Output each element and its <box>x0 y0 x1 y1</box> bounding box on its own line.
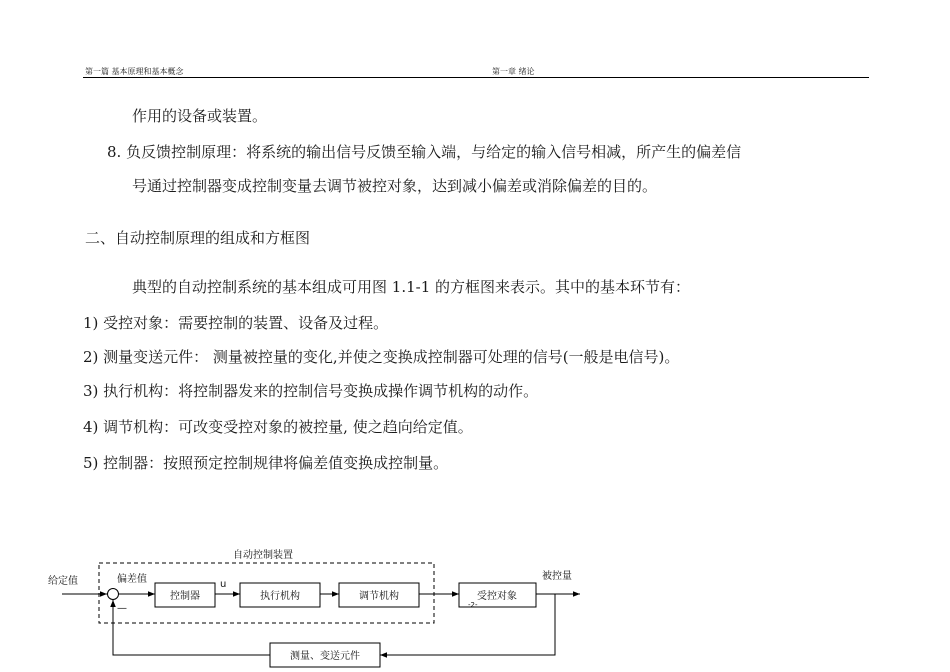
list-item-3: 3) 执行机构：将控制器发来的控制信号变换成操作调节机构的动作。 <box>83 382 539 400</box>
paragraph-continuation: 作用的设备或装置。 <box>132 107 268 125</box>
group-label: 自动控制装置 <box>233 550 293 561</box>
minus-sign: — <box>117 603 127 614</box>
list-item-5: 5) 控制器：按照预定控制规律将偏差值变换成控制量。 <box>83 454 449 472</box>
item-8-line-1: 8. 负反馈控制原理：将系统的输出信号反馈至输入端，与给定的输入信号相减，所产生的偏差信 <box>107 143 742 161</box>
feedback-path-to-junction <box>113 600 270 655</box>
input-label: 给定值 <box>48 576 78 587</box>
page-number: -2- <box>468 601 478 609</box>
controller-label: 控制器 <box>170 591 200 602</box>
error-label: 偏差值 <box>117 574 147 585</box>
plant-label: 受控对象 <box>477 591 517 602</box>
intro-paragraph: 典型的自动控制系统的基本组成可用图 1.1-1 的方框图来表示。其中的基本环节有： <box>132 278 691 296</box>
list-item-4: 4) 调节机构：可改变受控对象的被控量, 使之趋向给定值。 <box>83 418 473 436</box>
section-heading: 二、自动控制原理的组成和方框图 <box>85 229 311 247</box>
regulator-label: 调节机构 <box>359 591 399 602</box>
item-8-line-2: 号通过控制器变成控制变量去调节被控对象，达到减小偏差或消除偏差的目的。 <box>132 177 658 195</box>
u-label: u <box>220 579 227 590</box>
list-item-2: 2) 测量变送元件： 测量被控量的变化,并使之变换成控制器可处理的信号(一般是电信号)。 <box>83 348 680 366</box>
running-header-center: 第一章 绪论 <box>492 67 535 76</box>
actuator-label: 执行机构 <box>260 591 300 602</box>
output-label: 被控量 <box>542 571 572 582</box>
running-header-left: 第一篇 基本原理和基本概念 <box>85 67 184 76</box>
summing-junction <box>108 589 119 600</box>
list-item-1: 1) 受控对象：需要控制的装置、设备及过程。 <box>83 314 389 332</box>
sensor-label: 测量、变送元件 <box>290 651 360 662</box>
